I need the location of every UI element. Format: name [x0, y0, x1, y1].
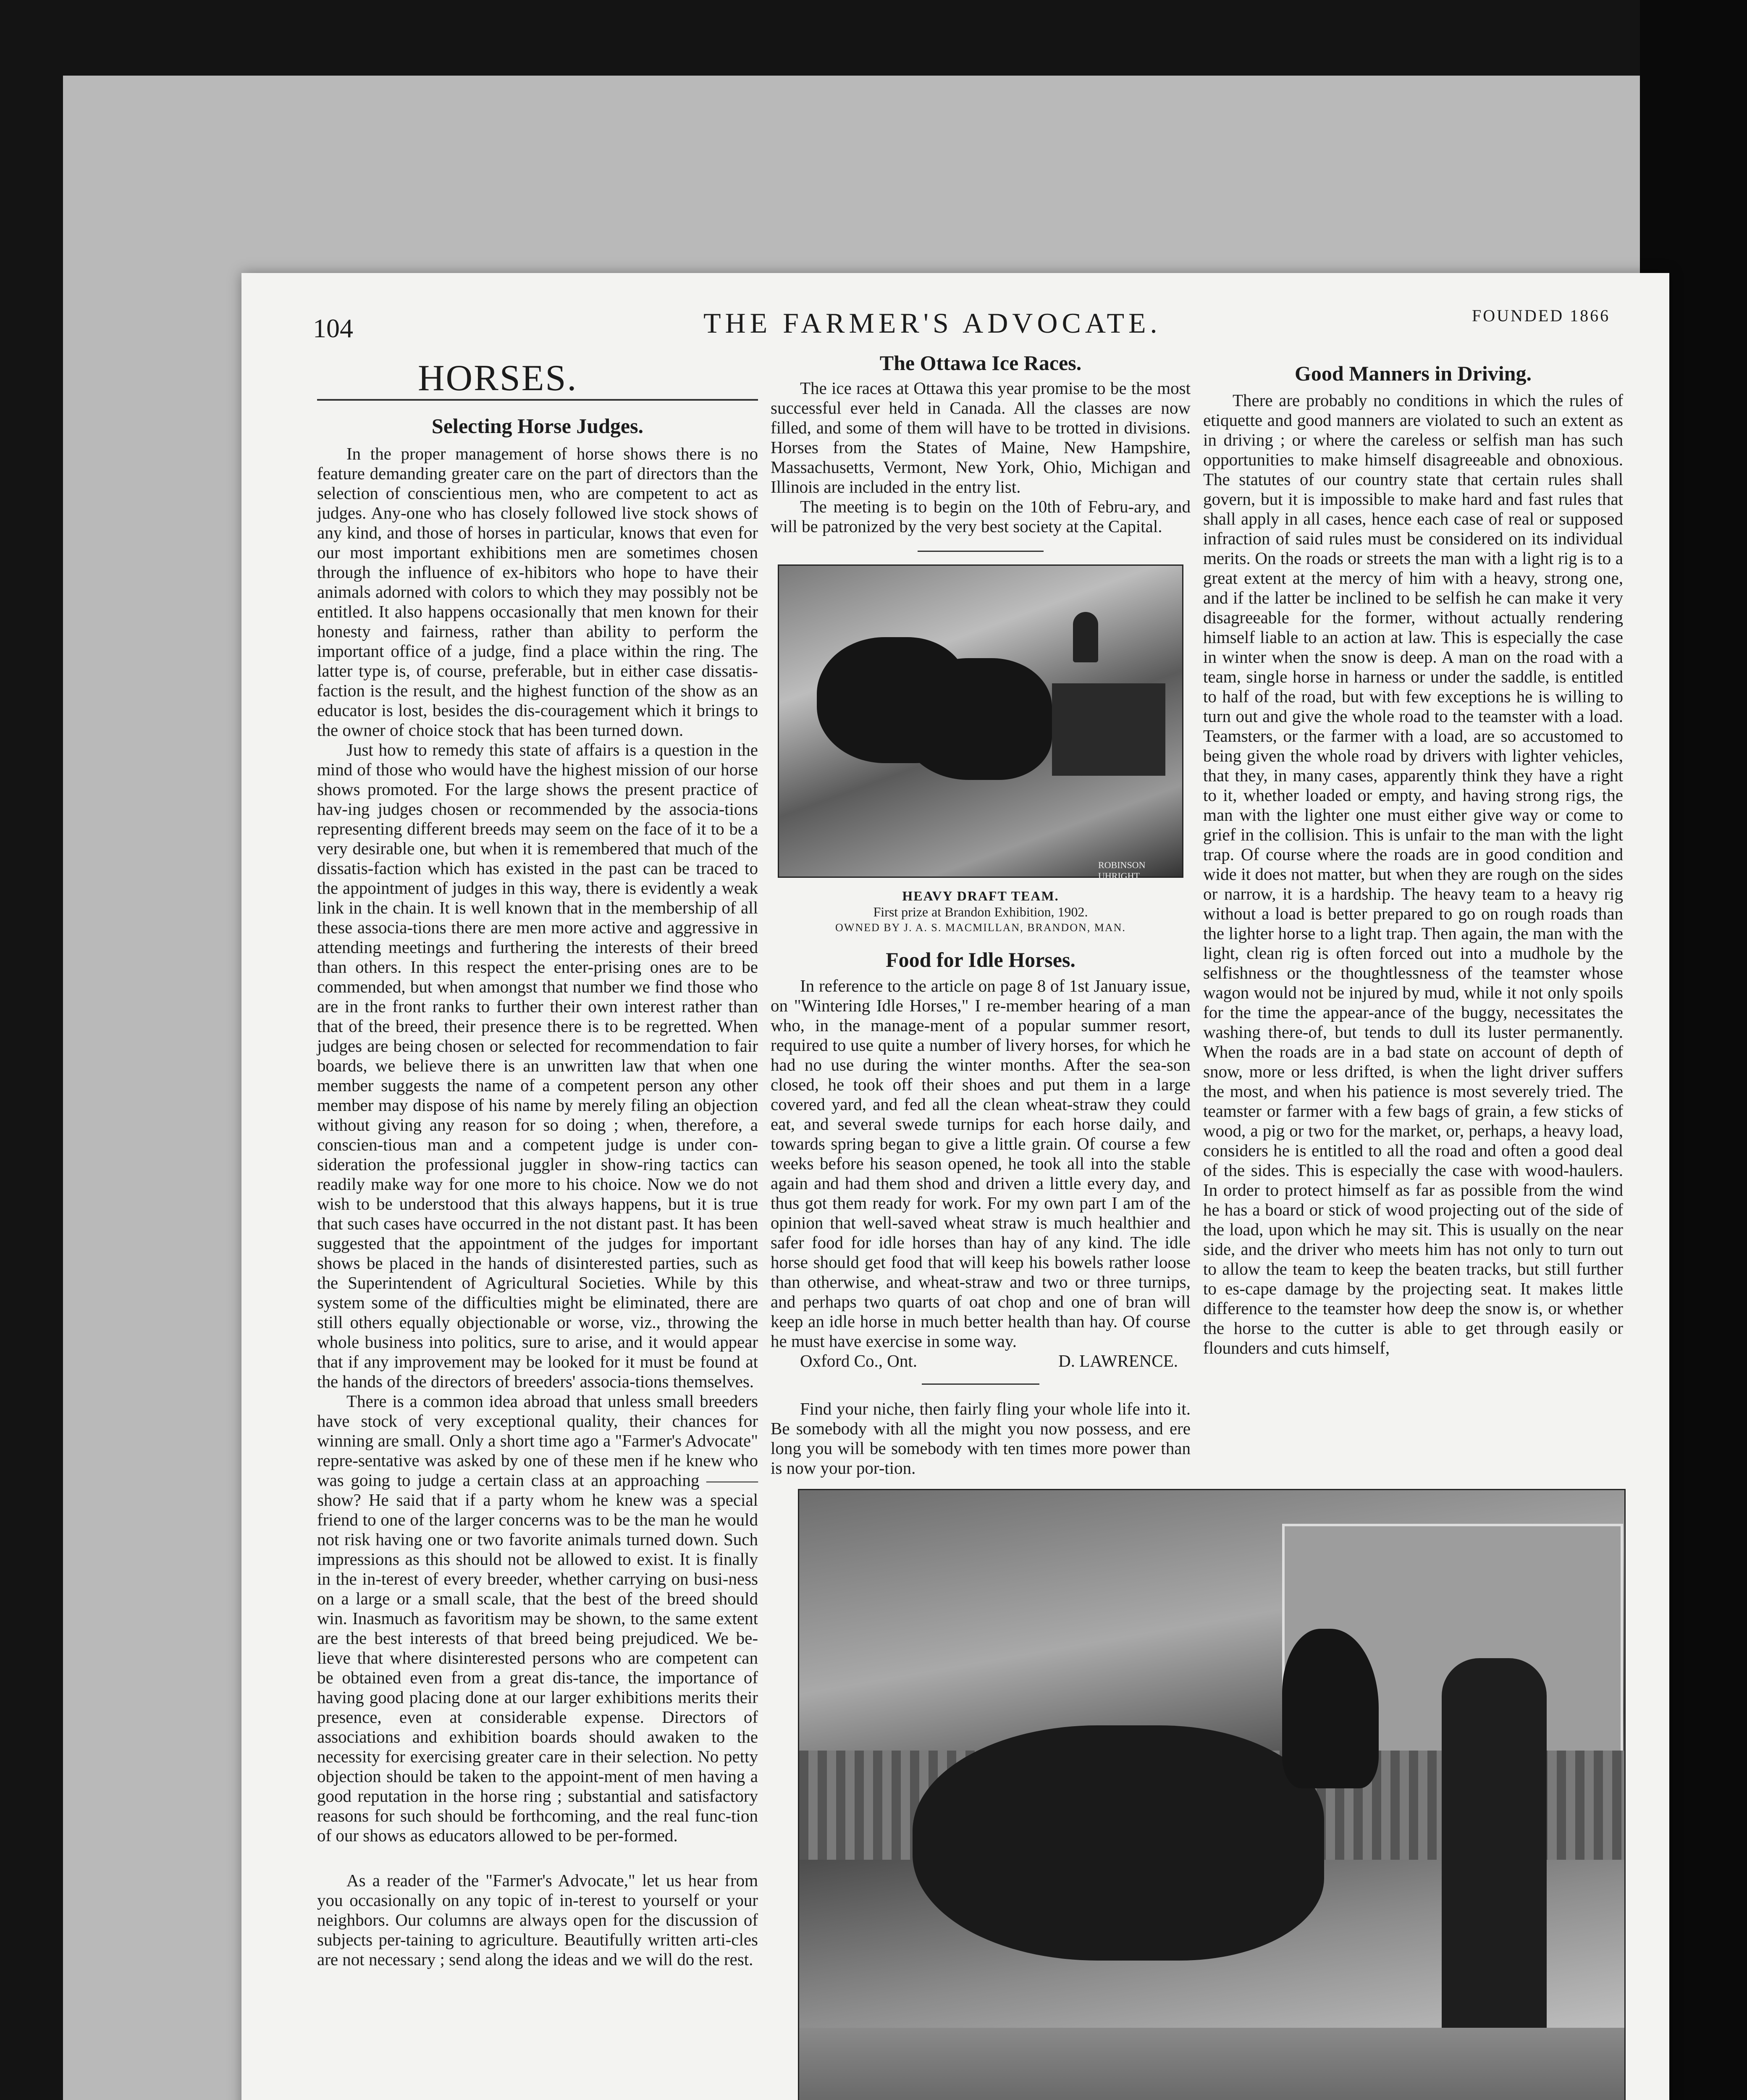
divider [918, 551, 1044, 552]
column-2 [771, 351, 1191, 1478]
paragraph: There is a common idea abroad that unless small breeders have stock of very exceptional quality, their chances for winning are small. Only a short time ago a "Farmer's Advocate" repre-sentative was asked by one of these men if he knew who was going to judge a certain class at an approaching ——— show? He said that if a party whom he knew was a special friend to one of the larger concerns was to be the man he would not risk having one or two favorite animals turned down. Such impressions as this should not be allowed to exist. It is finally in the in-terest of every breeder, whether carrying on busi-ness on a large or a small scale, that the best of the breed should win. Inasmuch as favoritism may be shown, to the same extent are the best interests of that breed being prejudiced. We be-lieve that where disinterested persons who are competent can be obtained even from a great dis-tance, the importance of having good placing done at our larger exhibitions merits their presence, even at considerable expense. Directors of associations and exhibition boards should awaken to the necessity for exercising greater care in their selection. No petty objection should be taken to the appoint-ment of men having a good reputation in the horse ring ; substantial and satisfactory reasons for such should be forthcoming, and the real func-tion of our shows as educators allowed to be per-formed. [317, 1391, 758, 1845]
paragraph: In the proper management of horse shows there is no feature demanding greater care on the part of directors than the selection of conscientious men, who are competent to act as judges. Any-one who has closely followed live stock shows of any kind, and those of horses in particular, knows that even for our most important exhibitions men are sometimes chosen through the influence of ex-hibitors who hope to have their animals adorned with colors to which they may possibly not be entitled. It also happens occasionally that men known for their honesty and fairness, rather than ability to perform the important office of a judge, find a place within the ring. The latter type is, of course, preferable, but in either case dissatis-faction is the result, and the highest function of the show as an educator is lost, besides the dis-couragement which it brings to the owner of choice stock that has been turned down. [317, 444, 758, 740]
paragraph: The ice races at Ottawa this year promise to be the most successful ever held in Canada. All the classes are now filled, and some of them will have to be trotted in divisions. Horses from the States of Maine, New Hampshire, Massachusetts, Vermont, New York, Ohio, Michigan and Illinois are included in the entry list. [771, 378, 1191, 496]
article-selecting-judges [317, 444, 758, 1969]
stallion-figure [913, 1725, 1324, 1961]
column-1 [317, 414, 758, 1969]
column-3 [1203, 361, 1623, 1358]
clydesdale-stallion-photo [798, 1489, 1626, 2100]
section-title: HORSES. [418, 358, 578, 399]
sign-place: Oxford Co., Ont. [800, 1351, 918, 1370]
headline-selecting-judges: Selecting Horse Judges. [431, 414, 644, 438]
newspaper-page [241, 273, 1669, 2100]
signature-line [771, 1351, 1191, 1371]
headline-food-idle-horses: Food for Idle Horses. [886, 948, 1075, 971]
paragraph: The meeting is to begin on the 10th of Febru-ary, and will be patronized by the very best society at the Capital. [771, 497, 1191, 536]
section-rule [317, 399, 758, 401]
caption-title: HEAVY DRAFT TEAM. [902, 888, 1059, 903]
headline-ice-races: The Ottawa Ice Races. [879, 351, 1082, 375]
sign-name: D. LAWRENCE. [1058, 1351, 1178, 1370]
article-ice-races [771, 378, 1191, 536]
grass [799, 2028, 1624, 2100]
article-good-manners [1203, 391, 1623, 1358]
reader-note: As a reader of the "Farmer's Advocate," let us hear from you occasionally on any topic of in-terest to yourself or your neighbors. Our columns are always open for the discussion of subjects per-taining to agriculture. Beautifully written arti-cles are not necessary ; send along the ideas and we will do the rest. [317, 1871, 758, 1969]
paragraph: Find your niche, then fairly fling your whole life into it. Be somebody with all the might you now possess, and ere long you will be somebody with ten times more power than is now your por-tion. [771, 1399, 1191, 1478]
caption-line: First prize at Brandon Exhibition, 1902. [873, 904, 1088, 919]
photo-signature: ROBINSON UHRIGHT [1098, 860, 1146, 881]
heavy-draft-team-photo [778, 564, 1183, 881]
paragraph: Just how to remedy this state of affairs is a question in the mind of those who would have the highest mission of our horse shows promoted. For the large shows the present practice of hav-ing judges chosen or recommended by the associa-tions representing different breeds may seem on the face of it to be a very desirable one, but when it is remembered that much of the dissatis-faction which has existed in the past can be traced to the appointment of judges in this way, there is evidently a weak link in the chain. It is well known that in the membership of all these associa-tions there are men more active and aggressive in attending meetings and furthering the interests of their breed than others. In this respect the enter-prising ones are to be commended, but when amongst that number we find those who are in the front ranks to further their own interest rather than that of the breed, their presence there is to be regretted. When judges are being chosen or selected for recommendation to fair boards, we believe there is an unwritten law that when one member suggests the name of a competent person any other member may dispose of his name by merely filing an objection without giving any reason for so doing ; when, therefore, a conscien-tious man and a competent judge is under con-sideration the professional juggler in show-ring tactics can readily make way for one more to his choice. Now we do not wish to be understood that this always happens, but it is true that such cases have occurred in the not distant past. It has been suggested that the appointment of the judges for important shows be placed in the hands of disinterested parties, such as the Superintendent of Agricultural Societies. While by this system some of the difficulties might be eliminated, there are still others equally objectionable or worse, viz., throwing the whole business into politics, sure to arise, and it would appear that if any improvement may be looked for it must be found at the hands of the directors of breeders' associa-tions themselves. [317, 740, 758, 1391]
man-figure [1442, 1658, 1547, 2078]
founded-line: FOUNDED 1866 [1472, 306, 1611, 325]
divider [922, 1383, 1039, 1385]
masthead: THE FARMER'S ADVOCATE. [703, 307, 1162, 339]
paragraph: There are probably no conditions in which the rules of etiquette and good manners are violated to such an extent as in driving ; or where the careless or selfish man has such opportunities to make himself disagreeable and obnoxious. The statutes of our country state that certain rules shall govern, but it is impossible to make hard and fast rules that shall apply in all cases, hence each case of real or supposed infraction of said rules must be considered on its individual merits. On the roads or streets the man with a light rig is to a great extent at the mercy of him with a heavy, strong one, and if the latter be inclined to be selfish he can make it very disagreeable for the former, without actually rendering himself liable to an action at law. This is especially the case in winter when the snow is deep. A man on the road with a team, single horse in harness or under the saddle, is entitled to half of the road, but with few exceptions he is willing to turn out and give the whole road to the teamster with a load. Teamsters, or the farmer with a load, are so accustomed to being given the whole road by drivers with lighter vehicles, that they, in many cases, apparently think they have a right to it, whether loaded or empty, and having strong rigs, the man with the lighter one must either give way or come to grief in the collision. This is unfair to the man with the light trap. Of course where the roads are in good condition and wide it does not matter, but when they are rough on the sides or narrow, it is a hardship. The heavy team to a heavy rig without a load is better prepared to go on rough roads than the lighter horse to a light trap. Then again, the man with the light, clean rig is often forced out into a mudhole by the selfishness or the thoughtlessness of the teamster whose wagon would not be injured by mud, while it not only spoils for the time the appear-ance of the buggy, necessitates the washing there-of, but tends to dull its luster permanently. When the roads are in a bad state on account of depth of snow, more or less drifted, is when the light driver suffers the most, and when his patience is most severely tried. The teamster or farmer with a few bags of grain, a few sticks of wood, a pig or two for the market, or, perhaps, a heavy load, considers he is entitled to all the road and often a good deal of the sides. This is especially the case with wood-haulers. In order to protect himself as far as possible from the wind he has a board or stick of wood projecting out of the side of the load, upon which he may sit. This is usually on the near side, and the driver who meets him has not only to turn out to allow the team to keep the beaten tracks, but still further to es-cape damage by the projecting seat. It makes little difference to the teamster how deep the snow is, or whether the horse to the cutter is able to get through easily or flounders and cuts himself, [1203, 391, 1623, 1357]
page-number: 104 [313, 313, 353, 343]
caption-owner: OWNED BY J. A. S. MACMILLAN, BRANDON, MAN. [835, 921, 1126, 934]
driver [1073, 612, 1098, 662]
article-food-idle-horses [771, 976, 1191, 1351]
niche-paragraph [771, 1399, 1191, 1478]
paragraph: In reference to the article on page 8 of 1st January issue, on "Wintering Idle Horses," I re-member hearing of a man who, in the manage-ment of a popular summer resort, required to use quite a number of livery horses, for which he had no use during the winter months. After the sea-son closed, he took off their shoes and put them in a large covered yard, and fed all the clean wheat-straw they could eat, and several swede turnips for each horse daily, and towards spring began to give a little grain. Of course a few weeks before his season opened, he took all into the stable again and had them shod and driven a little every day, and thus got them ready for work. For my own part I am of the opinion that well-saved wheat straw is much healthier and safer food for idle horses than hay of any kind. The idle horse should get food that will keep his bowels rather loose than otherwise, and wheat-straw and two or three turnips, and perhaps two quarts of oat chop and one of bran will keep an idle horse in much better health than hay. Of course he must have exercise in some way. [771, 976, 1191, 1351]
stallion-head [1282, 1629, 1379, 1788]
wagon [1052, 683, 1165, 776]
headline-good-manners: Good Manners in Driving. [1295, 362, 1532, 385]
horse-figure [901, 658, 1052, 780]
